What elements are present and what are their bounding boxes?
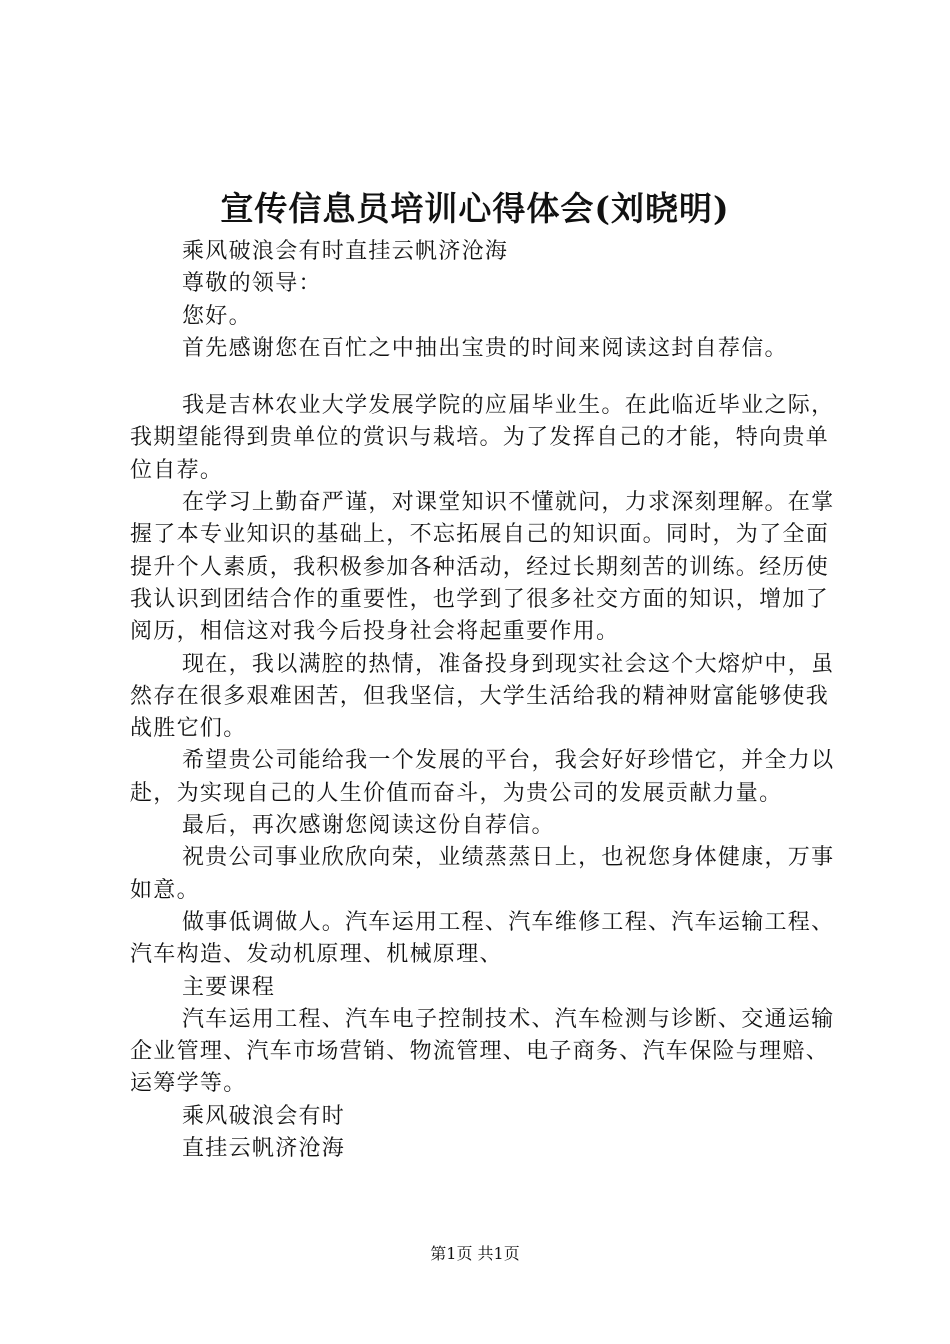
- paragraph-opening-line: 乘风破浪会有时直挂云帆济沧海: [182, 239, 509, 264]
- paragraph-closing-line-2: 直挂云帆济沧海: [182, 1136, 346, 1162]
- paragraph-introduction: 我是吉林农业大学发展学院的应届毕业生。在此临近毕业之际，我期望能得到贵单位的赏识与栽培。为了发挥自己的才能，特向贵单位自荐。: [130, 393, 835, 483]
- paragraph-greeting: 您好。: [182, 303, 252, 329]
- paragraph-study: 在学习上勤奋严谨，对课堂知识不懂就问，力求深刻理解。在掌握了本专业知识的基础上，不忘拓展自己的知识面。同时，为了全面提升个人素质，我积极参加各种活动，经过长期刻苦的训练。经历使我认识到团结合作的重要性，也学到了很多社交方面的知识，增加了阅历，相信这对我今后投身社会将起重要作用。: [130, 490, 835, 645]
- document-body: [130, 236, 844, 1165]
- paragraph-salutation: 尊敬的领导：: [182, 271, 322, 297]
- paragraph-main-courses-heading: 主要课程: [182, 974, 276, 1000]
- paragraph-final-thanks: 最后，再次感谢您阅读这份自荐信。: [182, 813, 555, 839]
- paragraph-thanks: 首先感谢您在百忙之中抽出宝贵的时间来阅读这封自荐信。: [182, 335, 788, 361]
- paragraph-courses-list: 做事低调做人。汽车运用工程、汽车维修工程、汽车运输工程、汽车构造、发动机原理、机械原理、: [130, 909, 835, 968]
- document-title: 宣传信息员培训心得体会(刘晓明): [220, 189, 730, 228]
- paragraph-main-courses: 汽车运用工程、汽车电子控制技术、汽车检测与诊断、交通运输企业管理、汽车市场营销、物流管理、电子商务、汽车保险与理赔、运筹学等。: [130, 1006, 835, 1097]
- paragraph-hope: 希望贵公司能给我一个发展的平台，我会好好珍惜它，并全力以赴，为实现自己的人生价值而奋斗，为贵公司的发展贡献力量。: [130, 748, 835, 806]
- page-number-footer: 第1页 共1页: [430, 1244, 520, 1263]
- paragraph-closing-line-1: 乘风破浪会有时: [182, 1103, 346, 1129]
- paragraph-now: 现在，我以满腔的热情，准备投身到现实社会这个大熔炉中，虽然存在很多艰难困苦，但我坚信，大学生活给我的精神财富能够使我战胜它们。: [130, 651, 835, 742]
- paragraph-wishes: 祝贵公司事业欣欣向荣，业绩蒸蒸日上，也祝您身体健康，万事如意。: [130, 845, 835, 903]
